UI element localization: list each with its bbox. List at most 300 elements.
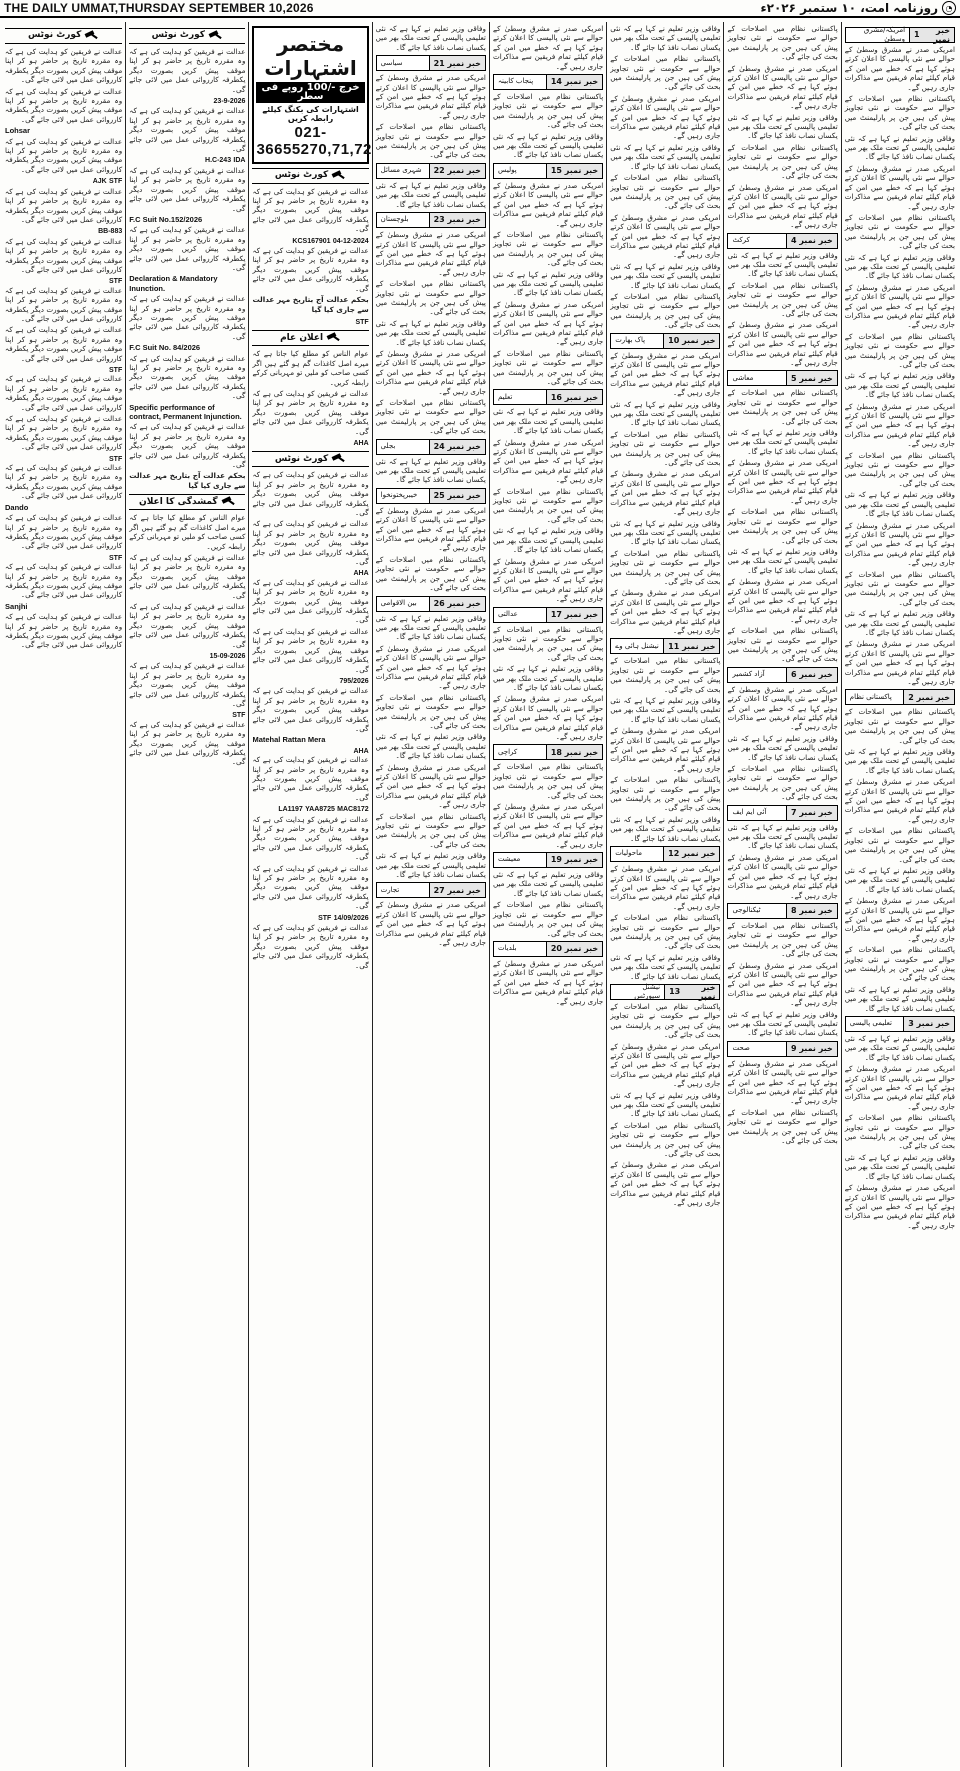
- article-text: پاکستانی نظام میں اصلاحات کے حوالے سے حکومت نے نئی تجاویز پیش کی ہیں جن پر پارلیمنٹ میں بحث کی جائے گی۔: [727, 280, 838, 318]
- article-text: وفاقی وزیر تعلیم نے کہا ہے کہ نئی تعلیمی پالیسی کے تحت ملک بھر میں یکساں نصاب نافذ کیا جائے گا۔: [727, 822, 838, 851]
- article-text: پاکستانی نظام میں اصلاحات کے حوالے سے حکومت نے نئی تجاویز پیش کی ہیں جن پر پارلیمنٹ میں بحث کی جائے گی۔: [610, 1001, 721, 1040]
- article-text: امریکی صدر نے مشرق وسطیٰ کے حوالے سے نئی پالیسی کا اعلان کرتے ہوئے کہا ہے کہ خطے میں امن کے قیام کیلئے تمام فریقین سے مذاکرات جاری رہیں گے۔: [492, 802, 604, 849]
- section-number: خبر نمبر 1: [909, 28, 954, 42]
- section-header: [376, 882, 486, 898]
- section-category: سیاسی: [380, 58, 403, 67]
- notice-text: عدالت نے فریقین کو ہدایت کی ہے کہ وہ مقررہ تاریخ پر حاضر ہو کر اپنا موقف پیش کریں بصورت دیگر یکطرفہ کارروائی عمل میں لائی جائے گی۔: [252, 863, 369, 911]
- article-text: پاکستانی نظام میں اصلاحات کے حوالے سے حکومت نے نئی تجاویز پیش کی ہیں جن پر پارلیمنٹ میں بحث کی جائے گی۔: [492, 348, 604, 386]
- article-text: امریکی صدر نے مشرق وسطیٰ کے حوالے سے نئی پالیسی کا اعلان کرتے ہوئے کہا ہے کہ خطے میں امن کے قیام کیلئے تمام فریقین سے مذاکرات جاری رہیں گے۔: [610, 588, 721, 635]
- section-header: [610, 333, 720, 349]
- suit-type: Declaration & Mandatory Inunction.: [129, 274, 218, 293]
- section-category: کراچی: [497, 747, 518, 756]
- article-text: وفاقی وزیر تعلیم نے کہا ہے کہ نئی تعلیمی پالیسی کے تحت ملک بھر میں یکساں نصاب نافذ کیا جائے گا۔: [375, 732, 486, 761]
- gavel-icon: [222, 497, 236, 507]
- section-header: [610, 984, 720, 1000]
- notice-banner-label: اعلان عام: [280, 332, 324, 343]
- article-text: وفاقی وزیر تعلیم نے کہا ہے کہ نئی تعلیمی پالیسی کے تحت ملک بھر میں یکساں نصاب نافذ کیا جائے گا۔: [727, 733, 838, 762]
- section-header: [493, 607, 603, 623]
- section-category: صحت: [732, 1044, 750, 1053]
- section-category: تجارت: [380, 885, 400, 894]
- notice-seal: بحکم عدالت آج بتاریخ مہر عدالت سے جاری کیا گیا: [252, 295, 369, 314]
- notice-seal: بحکم عدالت آج بتاریخ مہر عدالت سے جاری کیا گیا: [129, 471, 246, 490]
- section-category: ٹیکنالوجی: [732, 906, 761, 915]
- notice-text: عدالت نے فریقین کو ہدایت کی ہے کہ وہ مقررہ تاریخ پر حاضر ہو کر اپنا موقف پیش کریں بصورت دیگر یکطرفہ کارروائی عمل میں لائی جائے گی۔: [5, 325, 123, 363]
- notice-text: عدالت نے فریقین کو ہدایت کی ہے کہ وہ مقررہ تاریخ پر حاضر ہو کر اپنا موقف پیش کریں بصورت دیگر یکطرفہ کارروائی عمل میں لائی جائے گی۔: [129, 422, 246, 470]
- article-text: وفاقی وزیر تعلیم نے کہا ہے کہ نئی تعلیمی پالیسی کے تحت ملک بھر میں یکساں نصاب نافذ کیا جائے گا۔: [492, 870, 604, 898]
- section-number: خبر نمبر 22: [429, 164, 485, 178]
- notice-banner-label: کورٹ نوٹس: [274, 453, 329, 464]
- section-header: [727, 233, 837, 249]
- article-text: وفاقی وزیر تعلیم نے کہا ہے کہ نئی تعلیمی پالیسی کے تحت ملک بھر میں یکساں نصاب نافذ کیا جائے گا۔: [492, 269, 604, 298]
- article-text: پاکستانی نظام میں اصلاحات کے حوالے سے حکومت نے نئی تجاویز پیش کی ہیں جن پر پارلیمنٹ میں بحث کی جائے گی۔: [492, 92, 604, 130]
- article-text: وفاقی وزیر تعلیم نے کہا ہے کہ نئی تعلیمی پالیسی کے تحت ملک بھر میں یکساں نصاب نافذ کیا جائے گا۔: [844, 1034, 955, 1062]
- section-category: تعلیمی پالیسی: [849, 1019, 893, 1028]
- masthead-urdu: روزنامہ امت، ۱۰ ستمبر ۲۰۲۶ء: [760, 1, 938, 15]
- ad-rate: خرچ -/100 روپے فی سطر: [256, 82, 364, 103]
- stf-mark: STF: [109, 367, 123, 374]
- notice-text: عدالت نے فریقین کو ہدایت کی ہے کہ وہ مقررہ تاریخ پر حاضر ہو کر اپنا موقف پیش کریں بصورت دیگر یکطرفہ کارروائی عمل میں لائی جائے گی۔: [129, 661, 246, 708]
- section-number: خبر نمبر 15: [546, 164, 602, 178]
- article-text: امریکی صدر نے مشرق وسطیٰ کے حوالے سے نئی پالیسی کا اعلان کرتے ہوئے کہا ہے کہ خطے میں امن کے قیام کیلئے تمام فریقین سے مذاکرات جاری رہیں گے۔: [727, 960, 838, 1008]
- column-5: [372, 22, 489, 1767]
- section-number: خبر نمبر 7: [786, 806, 837, 820]
- article-text: پاکستانی نظام میں اصلاحات کے حوالے سے حکومت نے نئی تجاویز پیش کی ہیں جن پر پارلیمنٹ میں بحث کی جائے گی۔: [375, 122, 486, 160]
- article-text: پاکستانی نظام میں اصلاحات کے حوالے سے حکومت نے نئی تجاویز پیش کی ہیں جن پر پارلیمنٹ میں بحث کی جائے گی۔: [375, 398, 486, 436]
- section-header: [727, 667, 837, 683]
- notice-text: عدالت نے فریقین کو ہدایت کی ہے کہ وہ مقررہ تاریخ پر حاضر ہو کر اپنا موقف پیش کریں بصورت دیگر یکطرفہ کارروائی عمل میں لائی جائے گی۔: [252, 755, 369, 802]
- section-number: خبر نمبر 9: [786, 1042, 837, 1056]
- ad-contact: اشتہارات کی بکنگ کیلئے رابطہ کریں: [262, 104, 359, 124]
- article-text: وفاقی وزیر تعلیم نے کہا ہے کہ نئی تعلیمی پالیسی کے تحت ملک بھر میں یکساں نصاب نافذ کیا جائے گا۔: [844, 747, 955, 775]
- column-7-notices: [125, 22, 248, 1767]
- section-number: خبر نمبر 21: [429, 56, 485, 70]
- article-text: امریکی صدر نے مشرق وسطیٰ کے حوالے سے نئی پالیسی کا اعلان کرتے ہوئے کہا ہے کہ خطے میں امن کے قیام کیلئے تمام فریقین سے مذاکرات جاری رہیں گے۔: [492, 299, 604, 347]
- aha-mark: AHA: [353, 439, 369, 447]
- section-category: پولیس: [497, 166, 517, 175]
- stf-mark: STF: [109, 455, 123, 463]
- article-text: امریکی صدر نے مشرق وسطیٰ کے حوالے سے نئی پالیسی کا اعلان کرتے ہوئے کہا ہے کہ خطے میں امن کے قیام کیلئے تمام فریقین سے مذاکرات جاری رہیں گے۔: [375, 762, 486, 810]
- stf-mark: STF: [318, 914, 332, 922]
- section-header: [376, 212, 486, 228]
- notice-date: 795/2026: [339, 677, 369, 685]
- article-text: امریکی صدر نے مشرق وسطیٰ کے حوالے سے نئی پالیسی کا اعلان کرتے ہوئے کہا ہے کہ خطے میں امن کے قیام کیلئے تمام فریقین سے مذاکرات جاری رہیں گے۔: [375, 348, 486, 396]
- notice-text: عدالت نے فریقین کو ہدایت کی ہے کہ وہ مقررہ تاریخ پر حاضر ہو کر اپنا موقف پیش کریں بصورت دیگر یکطرفہ کارروائی عمل میں لائی جائے گی۔: [5, 186, 123, 224]
- notice-place: Matehal Rattan Mera: [252, 735, 326, 745]
- stf-mark: STF: [109, 278, 123, 286]
- article-text: وفاقی وزیر تعلیم نے کہا ہے کہ نئی تعلیمی پالیسی کے تحت ملک بھر میں یکساں نصاب نافذ کیا جائے گا۔: [610, 952, 721, 981]
- section-category: آئی ایم ایف: [732, 807, 767, 816]
- article-text: وفاقی وزیر تعلیم نے کہا ہے کہ نئی تعلیمی پالیسی کے تحت ملک بھر میں یکساں نصاب نافذ کیا جائے گا۔: [844, 609, 955, 637]
- article-text: وفاقی وزیر تعلیم نے کہا ہے کہ نئی تعلیمی پالیسی کے تحت ملک بھر میں یکساں نصاب نافذ کیا جائے گا۔: [844, 252, 955, 281]
- article-text: وفاقی وزیر تعلیم نے کہا ہے کہ نئی تعلیمی پالیسی کے تحت ملک بھر میں یکساں نصاب نافذ کیا جائے گا۔: [610, 814, 721, 843]
- article-text: پاکستانی نظام میں اصلاحات کے حوالے سے حکومت نے نئی تجاویز پیش کی ہیں جن پر پارلیمنٹ میں بحث کی جائے گی۔: [375, 692, 486, 730]
- section-header: [727, 903, 837, 919]
- notice-text: عوام الناس کو مطلع کیا جاتا ہے کہ میرے اصل کاغذات گم ہو گئے ہیں اگر کسی صاحب کو ملیں تو مہربانی کرکے رابطہ کریں۔: [252, 349, 369, 387]
- article-text: وفاقی وزیر تعلیم نے کہا ہے کہ نئی تعلیمی پالیسی کے تحت ملک بھر میں یکساں نصاب نافذ کیا جائے گا۔: [727, 1009, 838, 1038]
- article-text: پاکستانی نظام میں اصلاحات کے حوالے سے حکومت نے نئی تجاویز پیش کی ہیں جن پر پارلیمنٹ میں بحث کی جائے گی۔: [610, 429, 721, 468]
- article-text: امریکی صدر نے مشرق وسطیٰ کے حوالے سے نئی پالیسی کا اعلان کرتے ہوئے کہا ہے کہ خطے میں امن کے قیام کیلئے تمام فریقین سے مذاکرات جاری رہیں گے۔: [727, 684, 838, 732]
- article-text: امریکی صدر نے مشرق وسطیٰ کے حوالے سے نئی پالیسی کا اعلان کرتے ہوئے کہا ہے کہ خطے میں امن کے قیام کیلئے تمام فریقین سے مذاکرات جاری رہیں گے۔: [844, 163, 955, 211]
- article-text: وفاقی وزیر تعلیم نے کہا ہے کہ نئی تعلیمی پالیسی کے تحت ملک بھر میں یکساں نصاب نافذ کیا جائے گا۔: [844, 1152, 955, 1181]
- article-text: امریکی صدر نے مشرق وسطیٰ کے حوالے سے نئی پالیسی کا اعلان کرتے ہوئے کہا ہے کہ خطے میں امن کے قیام کیلئے تمام فریقین سے مذاکرات جاری رہیں گے۔: [492, 958, 604, 1006]
- section-category: پاک بھارت: [615, 335, 646, 344]
- article-text: پاکستانی نظام میں اصلاحات کے حوالے سے حکومت نے نئی تجاویز پیش کی ہیں جن پر پارلیمنٹ میں بحث کی جائے گی۔: [492, 624, 604, 662]
- section-category: تعلیم: [497, 392, 513, 401]
- notice-text: عدالت نے فریقین کو ہدایت کی ہے کہ وہ مقررہ تاریخ پر حاضر ہو کر اپنا موقف پیش کریں بصورت دیگر یکطرفہ کارروائی عمل میں لائی جائے گی۔: [129, 552, 246, 600]
- section-category: بلوچستان: [380, 215, 409, 224]
- article-text: وفاقی وزیر تعلیم نے کہا ہے کہ نئی تعلیمی پالیسی کے تحت ملک بھر میں یکساں نصاب نافذ کیا جائے گا۔: [610, 142, 721, 171]
- notice-date: 23-9-2026: [213, 98, 246, 106]
- section-category: آزاد کشمیر: [732, 670, 765, 679]
- notice-text: عدالت نے فریقین کو ہدایت کی ہے کہ وہ مقررہ تاریخ پر حاضر ہو کر اپنا موقف پیش کریں بصورت دیگر یکطرفہ کارروائی عمل میں لائی جائے گی۔: [252, 686, 369, 733]
- section-number: خبر نمبر 6: [786, 668, 837, 682]
- article-text: امریکی صدر نے مشرق وسطیٰ کے حوالے سے نئی پالیسی کا اعلان کرتے ہوئے کہا ہے کہ خطے میں امن کے قیام کیلئے تمام فریقین سے مذاکرات جاری رہیں گے۔: [610, 469, 721, 517]
- notice-text: عدالت نے فریقین کو ہدایت کی ہے کہ وہ مقررہ تاریخ پر حاضر ہو کر اپنا موقف پیش کریں بصورت دیگر یکطرفہ کارروائی عمل میں لائی جائے گی۔: [5, 136, 123, 174]
- article-text: پاکستانی نظام میں اصلاحات کے حوالے سے حکومت نے نئی تجاویز پیش کی ہیں جن پر پارلیمنٹ میں بحث کی جائے گی۔: [727, 1107, 838, 1146]
- column-6-classifieds: [248, 22, 371, 1767]
- article-text: پاکستانی نظام میں اصلاحات کے حوالے سے حکومت نے نئی تجاویز پیش کی ہیں جن پر پارلیمنٹ میں بحث کی جائے گی۔: [844, 94, 955, 132]
- section-number: خبر نمبر 13: [664, 985, 719, 999]
- article-text: وفاقی وزیر تعلیم نے کہا ہے کہ نئی تعلیمی پالیسی کے تحت ملک بھر میں یکساں نصاب نافذ کیا جائے گا۔: [844, 371, 955, 400]
- section-header: [493, 744, 603, 760]
- article-text: امریکی صدر نے مشرق وسطیٰ کے حوالے سے نئی پالیسی کا اعلان کرتے ہوئے کہا ہے کہ خطے میں امن کے قیام کیلئے تمام فریقین سے مذاکرات جاری رہیں گے۔: [727, 577, 838, 624]
- section-number: خبر نمبر 4: [786, 234, 837, 248]
- article-text: پاکستانی نظام میں اصلاحات کے حوالے سے حکومت نے نئی تجاویز پیش کی ہیں جن پر پارلیمنٹ میں بحث کی جائے گی۔: [844, 450, 955, 488]
- notice-code: LA1197: [278, 806, 303, 814]
- article-text: وفاقی وزیر تعلیم نے کہا ہے کہ نئی تعلیمی پالیسی کے تحت ملک بھر میں یکساں نصاب نافذ کیا جائے گا۔: [844, 865, 955, 894]
- notice-text: عدالت نے فریقین کو ہدایت کی ہے کہ وہ مقررہ تاریخ پر حاضر ہو کر اپنا موقف پیش کریں بصورت دیگر یکطرفہ کارروائی عمل میں لائی جائے گی۔: [252, 814, 369, 862]
- notice-text: عدالت نے فریقین کو ہدایت کی ہے کہ وہ مقررہ تاریخ پر حاضر ہو کر اپنا موقف پیش کریں بصورت دیگر یکطرفہ کارروائی عمل میں لائی جائے گی۔: [5, 612, 123, 650]
- stf-mark: STF: [355, 318, 369, 326]
- notice-text: عدالت نے فریقین کو ہدایت کی ہے کہ وہ مقررہ تاریخ پر حاضر ہو کر اپنا موقف پیش کریں بصورت دیگر یکطرفہ کارروائی عمل میں لائی جائے گی۔: [129, 601, 246, 649]
- article-text: پاکستانی نظام میں اصلاحات کے حوالے سے حکومت نے نئی تجاویز پیش کی ہیں جن پر پارلیمنٹ میں بحث کی جائے گی۔: [727, 142, 838, 181]
- notice-text: عدالت نے فریقین کو ہدایت کی ہے کہ وہ مقررہ تاریخ پر حاضر ہو کر اپنا موقف پیش کریں بصورت دیگر یکطرفہ کارروائی عمل میں لائی جائے گی۔: [252, 577, 369, 625]
- section-header: [376, 596, 486, 612]
- notice-text: عدالت نے فریقین کو ہدایت کی ہے کہ وہ مقررہ تاریخ پر حاضر ہو کر اپنا موقف پیش کریں بصورت دیگر یکطرفہ کارروائی عمل میں لائی جائے گی۔: [129, 225, 246, 272]
- place-name: Dando: [5, 502, 29, 512]
- article-text: وفاقی وزیر تعلیم نے کہا ہے کہ نئی تعلیمی پالیسی کے تحت ملک بھر میں یکساں نصاب نافذ کیا جائے گا۔: [492, 131, 604, 160]
- notice-text: عدالت نے فریقین کو ہدایت کی ہے کہ وہ مقررہ تاریخ پر حاضر ہو کر اپنا موقف پیش کریں بصورت دیگر یکطرفہ کارروائی عمل میں لائی جائے گی۔: [5, 374, 123, 412]
- article-text: پاکستانی نظام میں اصلاحات کے حوالے سے حکومت نے نئی تجاویز پیش کی ہیں جن پر پارلیمنٹ میں بحث کی جائے گی۔: [727, 24, 838, 62]
- article-text: پاکستانی نظام میں اصلاحات کے حوالے سے حکومت نے نئی تجاویز پیش کی ہیں جن پر پارلیمنٹ میں بحث کی جائے گی۔: [492, 229, 604, 268]
- section-category: خیبرپختونخوا: [380, 491, 418, 500]
- aha-mark: AHA: [353, 570, 369, 578]
- section-category: پنجاب کابینہ: [497, 77, 534, 86]
- section-number: خبر نمبر 25: [429, 489, 485, 503]
- article-text: امریکی صدر نے مشرق وسطیٰ کے حوالے سے نئی پالیسی کا اعلان کرتے ہوئے کہا ہے کہ خطے میں امن کے قیام کیلئے تمام فریقین سے مذاکرات جاری رہیں گے۔: [610, 1160, 721, 1208]
- notice-code: H.C-243: [205, 157, 232, 165]
- article-text: پاکستانی نظام میں اصلاحات کے حوالے سے حکومت نے نئی تجاویز پیش کی ہیں جن پر پارلیمنٹ میں بحث کی جائے گی۔: [727, 388, 838, 426]
- notice-text: عدالت نے فریقین کو ہدایت کی ہے کہ وہ مقررہ تاریخ پر حاضر ہو کر اپنا موقف پیش کریں بصورت دیگر یکطرفہ کارروائی عمل میں لائی جائے گی۔: [252, 923, 369, 970]
- article-text: امریکی صدر نے مشرق وسطیٰ کے حوالے سے نئی پالیسی کا اعلان کرتے ہوئے کہا ہے کہ خطے میں امن کے قیام کیلئے تمام فریقین سے مذاکرات جاری رہیں گے۔: [844, 639, 955, 686]
- article-text: وفاقی وزیر تعلیم نے کہا ہے کہ نئی تعلیمی پالیسی کے تحت ملک بھر میں یکساں نصاب نافذ کیا جائے گا۔: [375, 456, 486, 485]
- gavel-icon: [332, 454, 346, 464]
- section-category: بجلی: [380, 441, 396, 450]
- article-text: پاکستانی نظام میں اصلاحات کے حوالے سے حکومت نے نئی تجاویز پیش کی ہیں جن پر پارلیمنٹ میں بحث کی جائے گی۔: [375, 554, 486, 593]
- article-text: پاکستانی نظام میں اصلاحات کے حوالے سے حکومت نے نئی تجاویز پیش کی ہیں جن پر پارلیمنٹ میں بحث کی جائے گی۔: [610, 775, 721, 813]
- section-category: کرکٹ: [732, 235, 750, 244]
- notice-text: عدالت نے فریقین کو ہدایت کی ہے کہ وہ مقررہ تاریخ پر حاضر ہو کر اپنا موقف پیش کریں بصورت دیگر یکطرفہ کارروائی عمل میں لائی جائے گی۔: [129, 294, 246, 341]
- notice-text: عوام الناس کو مطلع کیا جاتا ہے کہ میرے اصل کاغذات گم ہو گئے ہیں اگر کسی صاحب کو ملیں تو مہربانی کرکے رابطہ کریں۔: [129, 513, 246, 551]
- section-number: خبر نمبر 19: [546, 853, 602, 867]
- notice-code: KCS167901: [292, 237, 331, 245]
- section-category: بین الاقوامی: [380, 598, 417, 607]
- notice-banner: [129, 494, 245, 510]
- section-number: خبر نمبر 3: [903, 1017, 954, 1031]
- classified-ad-box: [252, 26, 372, 164]
- article-text: وفاقی وزیر تعلیم نے کہا ہے کہ نئی تعلیمی پالیسی کے تحت ملک بھر میں یکساں نصاب نافذ کیا جائے گا۔: [844, 984, 955, 1013]
- section-number: خبر نمبر 12: [663, 847, 719, 861]
- article-text: وفاقی وزیر تعلیم نے کہا ہے کہ نئی تعلیمی پالیسی کے تحت ملک بھر میں یکساں نصاب نافذ کیا جائے گا۔: [610, 518, 721, 547]
- section-number: خبر نمبر 23: [429, 213, 485, 227]
- article-text: وفاقی وزیر تعلیم نے کہا ہے کہ نئی تعلیمی پالیسی کے تحت ملک بھر میں یکساں نصاب نافذ کیا جائے گا۔: [610, 24, 721, 52]
- suit-number: F.C Suit No.152/2026: [129, 214, 203, 224]
- article-text: وفاقی وزیر تعلیم نے کہا ہے کہ نئی تعلیمی پالیسی کے تحت ملک بھر میں یکساں نصاب نافذ کیا جائے گا۔: [610, 261, 721, 290]
- article-text: پاکستانی نظام میں اصلاحات کے حوالے سے حکومت نے نئی تجاویز پیش کی ہیں جن پر پارلیمنٹ میں بحث کی جائے گی۔: [610, 1120, 721, 1159]
- article-text: امریکی صدر نے مشرق وسطیٰ کے حوالے سے نئی پالیسی کا اعلان کرتے ہوئے کہا ہے کہ خطے میں امن کے قیام کیلئے تمام فریقین سے مذاکرات جاری رہیں گے۔: [844, 896, 955, 943]
- notice-banner: [252, 330, 368, 346]
- article-text: امریکی صدر نے مشرق وسطیٰ کے حوالے سے نئی پالیسی کا اعلان کرتے ہوئے کہا ہے کہ خطے میں امن کے قیام کیلئے تمام فریقین سے مذاکرات جاری رہیں گے۔: [375, 73, 486, 120]
- stf-mark: STF: [232, 712, 246, 720]
- article-text: پاکستانی نظام میں اصلاحات کے حوالے سے حکومت نے نئی تجاویز پیش کی ہیں جن پر پارلیمنٹ میں بحث کی جائے گی۔: [727, 764, 838, 802]
- notice-banner: [129, 28, 245, 44]
- section-header: [727, 1041, 837, 1057]
- article-text: وفاقی وزیر تعلیم نے کہا ہے کہ نئی تعلیمی پالیسی کے تحت ملک بھر میں یکساں نصاب نافذ کیا جائے گا۔: [727, 112, 838, 141]
- notice-text: عدالت نے فریقین کو ہدایت کی ہے کہ وہ مقررہ تاریخ پر حاضر ہو کر اپنا موقف پیش کریں بصورت دیگر یکطرفہ کارروائی عمل میں لائی جائے گی۔: [5, 86, 123, 124]
- notice-text: عدالت نے فریقین کو ہدایت کی ہے کہ وہ مقررہ تاریخ پر حاضر ہو کر اپنا موقف پیش کریں بصورت دیگر یکطرفہ کارروائی عمل میں لائی جائے گی۔: [129, 719, 246, 767]
- notice-date: 14/09/2026: [333, 914, 369, 922]
- article-text: پاکستانی نظام میں اصلاحات کے حوالے سے حکومت نے نئی تجاویز پیش کی ہیں جن پر پارلیمنٹ میں بحث کی جائے گی۔: [610, 656, 721, 694]
- article-text: امریکی صدر نے مشرق وسطیٰ کے حوالے سے نئی پالیسی کا اعلان کرتے ہوئے کہا ہے کہ خطے میں امن کے قیام کیلئے تمام فریقین سے مذاکرات جاری رہیں گے۔: [610, 864, 721, 911]
- section-header: [493, 941, 603, 957]
- article-text: پاکستانی نظام میں اصلاحات کے حوالے سے حکومت نے نئی تجاویز پیش کی ہیں جن پر پارلیمنٹ میں بحث کی جائے گی۔: [844, 1113, 955, 1151]
- section-header: [376, 488, 486, 504]
- article-text: پاکستانی نظام میں اصلاحات کے حوالے سے حکومت نے نئی تجاویز پیش کی ہیں جن پر پارلیمنٹ میں بحث کی جائے گی۔: [610, 913, 721, 951]
- notice-code: BB-883: [98, 228, 123, 236]
- notice-banner-label: کورٹ نوٹس: [151, 30, 206, 41]
- article-text: پاکستانی نظام میں اصلاحات کے حوالے سے حکومت نے نئی تجاویز پیش کی ہیں جن پر پارلیمنٹ میں بحث کی جائے گی۔: [727, 626, 838, 664]
- column-2: [723, 22, 840, 1767]
- article-text: امریکی صدر نے مشرق وسطیٰ کے حوالے سے نئی پالیسی کا اعلان کرتے ہوئے کہا ہے کہ خطے میں امن کے قیام کیلئے تمام فریقین سے مذاکرات جاری رہیں گے۔: [727, 182, 838, 230]
- column-1: [841, 22, 958, 1767]
- article-text: امریکی صدر نے مشرق وسطیٰ کے حوالے سے نئی پالیسی کا اعلان کرتے ہوئے کہا ہے کہ خطے میں امن کے قیام کیلئے تمام فریقین سے مذاکرات جاری رہیں گے۔: [492, 556, 604, 604]
- section-category: نیشنل سپورٹس: [634, 982, 661, 1000]
- article-text: امریکی صدر نے مشرق وسطیٰ کے حوالے سے نئی پالیسی کا اعلان کرتے ہوئے کہا ہے کہ خطے میں امن کے قیام کیلئے تمام فریقین سے مذاکرات جاری رہیں گے۔: [375, 643, 486, 691]
- notice-banner: [5, 28, 122, 44]
- notice-text: عدالت نے فریقین کو ہدایت کی ہے کہ وہ مقررہ تاریخ پر حاضر ہو کر اپنا موقف پیش کریں بصورت دیگر یکطرفہ کارروائی عمل میں لائی جائے گی۔: [5, 414, 123, 452]
- article-text: پاکستانی نظام میں اصلاحات کے حوالے سے حکومت نے نئی تجاویز پیش کی ہیں جن پر پارلیمنٹ میں بحث کی جائے گی۔: [844, 945, 955, 983]
- article-text: امریکی صدر نے مشرق وسطیٰ کے حوالے سے نئی پالیسی کا اعلان کرتے ہوئے کہا ہے کہ خطے میں امن کے قیام کیلئے تمام فریقین سے مذاکرات جاری رہیں گے۔: [492, 180, 604, 228]
- section-number: خبر نمبر 2: [903, 690, 954, 704]
- suit-type: Specific performance of contract, Permanent Injunction.: [129, 402, 242, 422]
- masthead-english: THE DAILY UMMAT,THURSDAY SEPTEMBER 10,2026: [4, 1, 314, 15]
- column-4: [489, 22, 606, 1767]
- notice-banner-label: کورٹ نوٹس: [274, 169, 329, 180]
- section-category: پاکستانی نظام: [849, 692, 892, 701]
- article-text: پاکستانی نظام میں اصلاحات کے حوالے سے حکومت نے نئی تجاویز پیش کی ہیں جن پر پارلیمنٹ میں بحث کی جائے گی۔: [844, 331, 955, 369]
- article-text: امریکی صدر نے مشرق وسطیٰ کے حوالے سے نئی پالیسی کا اعلان کرتے ہوئے کہا ہے کہ خطے میں امن کے قیام کیلئے تمام فریقین سے مذاکرات جاری رہیں گے۔: [610, 212, 721, 260]
- section-number: خبر نمبر 10: [663, 334, 719, 348]
- notice-text: عدالت نے فریقین کو ہدایت کی ہے کہ وہ مقررہ تاریخ پر حاضر ہو کر اپنا موقف پیش کریں بصورت دیگر یکطرفہ کارروائی عمل میں لائی جائے گی۔: [252, 186, 369, 234]
- section-header: [610, 638, 720, 654]
- section-header: [376, 439, 486, 455]
- notice-text: عدالت نے فریقین کو ہدایت کی ہے کہ وہ مقررہ تاریخ پر حاضر ہو کر اپنا موقف پیش کریں بصورت دیگر یکطرفہ کارروائی عمل میں لائی جائے گی۔: [5, 513, 123, 551]
- article-text: امریکی صدر نے مشرق وسطیٰ کے حوالے سے نئی پالیسی کا اعلان کرتے ہوئے کہا ہے کہ خطے میں امن کے قیام کیلئے تمام فریقین سے مذاکرات جاری رہیں گے۔: [492, 694, 604, 741]
- column-8-court-notices: [2, 22, 125, 1767]
- section-number: خبر نمبر 8: [786, 904, 837, 918]
- section-category: معیشت: [497, 855, 521, 864]
- article-text: پاکستانی نظام میں اصلاحات کے حوالے سے حکومت نے نئی تجاویز پیش کی ہیں جن پر پارلیمنٹ میں بحث کی جائے گی۔: [492, 762, 604, 800]
- notice-text: عدالت نے فریقین کو ہدایت کی ہے کہ وہ مقررہ تاریخ پر حاضر ہو کر اپنا موقف پیش کریں بصورت دیگر یکطرفہ کارروائی عمل میں لائی جائے گی۔: [5, 562, 123, 600]
- article-text: امریکی صدر نے مشرق وسطیٰ کے حوالے سے نئی پالیسی کا اعلان کرتے ہوئے کہا ہے کہ خطے میں امن کے قیام کیلئے تمام فریقین سے مذاکرات جاری رہیں گے۔: [375, 900, 486, 948]
- place-name: Sanjhi: [5, 601, 28, 611]
- notice-text: عدالت نے فریقین کو ہدایت کی ہے کہ وہ مقررہ تاریخ پر حاضر ہو کر اپنا موقف پیش کریں بصورت دیگر یکطرفہ کارروائی عمل میں لائی جائے گی۔: [5, 285, 123, 323]
- article-text: امریکی صدر نے مشرق وسطیٰ کے حوالے سے نئی پالیسی کا اعلان کرتے ہوئے کہا ہے کہ خطے میں امن کے قیام کیلئے تمام فریقین سے مذاکرات جاری رہیں گے۔: [727, 63, 838, 111]
- section-number: خبر نمبر 24: [429, 440, 485, 454]
- section-header: [845, 1016, 955, 1032]
- notice-text: عدالت نے فریقین کو ہدایت کی ہے کہ وہ مقررہ تاریخ پر حاضر ہو کر اپنا موقف پیش کریں بصورت دیگر یکطرفہ کارروائی عمل میں لائی جائے گی۔: [5, 463, 123, 501]
- ad-phone: 021-36655270,71,72: [256, 123, 372, 158]
- section-header: [493, 74, 603, 90]
- notice-text: عدالت نے فریقین کو ہدایت کی ہے کہ وہ مقررہ تاریخ پر حاضر ہو کر اپنا موقف پیش کریں بصورت دیگر یکطرفہ کارروائی عمل میں لائی جائے گی۔: [252, 388, 369, 436]
- article-text: امریکی صدر نے مشرق وسطیٰ کے حوالے سے نئی پالیسی کا اعلان کرتے ہوئے کہا ہے کہ خطے میں امن کے قیام کیلئے تمام فریقین سے مذاکرات جاری رہیں گے۔: [844, 1064, 955, 1111]
- section-header: [376, 163, 486, 179]
- notice-banner-label: گمشدگی کا اعلان: [139, 496, 218, 507]
- article-text: وفاقی وزیر تعلیم نے کہا ہے کہ نئی تعلیمی پالیسی کے تحت ملک بھر میں یکساں نصاب نافذ کیا جائے گا۔: [610, 399, 721, 428]
- article-text: پاکستانی نظام میں اصلاحات کے حوالے سے حکومت نے نئی تجاویز پیش کی ہیں جن پر پارلیمنٹ میں بحث کی جائے گی۔: [727, 920, 838, 959]
- section-header: [376, 55, 486, 71]
- masthead-urdu-group: [761, 1, 956, 15]
- notice-code: AJK: [92, 178, 107, 186]
- article-text: امریکی صدر نے مشرق وسطیٰ کے حوالے سے نئی پالیسی کا اعلان کرتے ہوئے کہا ہے کہ خطے میں امن کے قیام کیلئے تمام فریقین سے مذاکرات جاری رہیں گے۔: [610, 1041, 721, 1089]
- notice-text: عدالت نے فریقین کو ہدایت کی ہے کہ وہ مقررہ تاریخ پر حاضر ہو کر اپنا موقف پیش کریں بصورت دیگر یکطرفہ کارروائی عمل میں لائی جائے گی۔: [252, 470, 369, 517]
- gavel-icon: [209, 31, 223, 41]
- notice-text: عدالت نے فریقین کو ہدایت کی ہے کہ وہ مقررہ تاریخ پر حاضر ہو کر اپنا موقف پیش کریں بصورت دیگر یکطرفہ کارروائی عمل میں لائی جائے گی۔: [5, 47, 123, 85]
- notice-text: عدالت نے فریقین کو ہدایت کی ہے کہ وہ مقررہ تاریخ پر حاضر ہو کر اپنا موقف پیش کریں بصورت دیگر یکطرفہ کارروائی عمل میں لائی جائے گی۔: [129, 353, 246, 401]
- section-number: خبر نمبر 11: [663, 639, 719, 653]
- article-text: پاکستانی نظام میں اصلاحات کے حوالے سے حکومت نے نئی تجاویز پیش کی ہیں جن پر پارلیمنٹ میں بحث کی جائے گی۔: [492, 900, 604, 938]
- section-number: خبر نمبر 16: [546, 390, 602, 404]
- article-text: وفاقی وزیر تعلیم نے کہا ہے کہ نئی تعلیمی پالیسی کے تحت ملک بھر میں یکساں نصاب نافذ کیا جائے گا۔: [375, 24, 486, 52]
- section-number: خبر نمبر 20: [546, 942, 602, 956]
- notice-text: عدالت نے فریقین کو ہدایت کی ہے کہ وہ مقررہ تاریخ پر حاضر ہو کر اپنا موقف پیش کریں بصورت دیگر یکطرفہ کارروائی عمل میں لائی جائے گی۔: [252, 626, 369, 674]
- article-text: وفاقی وزیر تعلیم نے کہا ہے کہ نئی تعلیمی پالیسی کے تحت ملک بھر میں یکساں نصاب نافذ کیا جائے گا۔: [375, 851, 486, 880]
- article-text: امریکی صدر نے مشرق وسطیٰ کے حوالے سے نئی پالیسی کا اعلان کرتے ہوئے کہا ہے کہ خطے میں امن کے قیام کیلئے تمام فریقین سے مذاکرات جاری رہیں گے۔: [727, 458, 838, 505]
- article-text: پاکستانی نظام میں اصلاحات کے حوالے سے حکومت نے نئی تجاویز پیش کی ہیں جن پر پارلیمنٹ میں بحث کی جائے گی۔: [610, 291, 721, 330]
- section-number: خبر نمبر 18: [546, 745, 602, 759]
- article-text: امریکی صدر نے مشرق وسطیٰ کے حوالے سے نئی پالیسی کا اعلان کرتے ہوئے کہا ہے کہ خطے میں امن کے قیام کیلئے تمام فریقین سے مذاکرات جاری رہیں گے۔: [375, 505, 486, 553]
- gavel-icon: [332, 171, 346, 181]
- section-header: [493, 163, 603, 179]
- notice-text: عدالت نے فریقین کو ہدایت کی ہے کہ وہ مقررہ تاریخ پر حاضر ہو کر اپنا موقف پیش کریں بصورت دیگر یکطرفہ کارروائی عمل میں لائی جائے گی۔: [252, 519, 369, 567]
- section-number: خبر نمبر 14: [546, 75, 602, 89]
- section-category: ماحولیات: [615, 849, 642, 858]
- notice-text: عدالت نے فریقین کو ہدایت کی ہے کہ وہ مقررہ تاریخ پر حاضر ہو کر اپنا موقف پیش کریں بصورت دیگر یکطرفہ کارروائی عمل میں لائی جائے گی۔: [5, 236, 123, 274]
- section-category: نیشنل ہائی وے: [615, 641, 659, 650]
- article-text: وفاقی وزیر تعلیم نے کہا ہے کہ نئی تعلیمی پالیسی کے تحت ملک بھر میں یکساں نصاب نافذ کیا جائے گا۔: [610, 696, 721, 724]
- notice-date: 15-09-2026: [209, 652, 246, 660]
- section-number: خبر نمبر 5: [786, 371, 837, 385]
- newspaper-page: [0, 22, 960, 1767]
- section-category: بلدیات: [497, 944, 517, 953]
- article-text: وفاقی وزیر تعلیم نے کہا ہے کہ نئی تعلیمی پالیسی کے تحت ملک بھر میں یکساں نصاب نافذ کیا جائے گا۔: [844, 490, 955, 519]
- article-text: امریکی صدر نے مشرق وسطیٰ کے حوالے سے نئی پالیسی کا اعلان کرتے ہوئے کہا ہے کہ خطے میں امن کے قیام کیلئے تمام فریقین سے مذاکرات جاری رہیں گے۔: [844, 45, 955, 92]
- section-header: [845, 689, 955, 705]
- article-text: وفاقی وزیر تعلیم نے کہا ہے کہ نئی تعلیمی پالیسی کے تحت ملک بھر میں یکساں نصاب نافذ کیا جائے گا۔: [375, 613, 486, 642]
- notice-text: عدالت نے فریقین کو ہدایت کی ہے کہ وہ مقررہ تاریخ پر حاضر ہو کر اپنا موقف پیش کریں بصورت دیگر یکطرفہ کارروائی عمل میں لائی جائے گی۔: [252, 246, 369, 293]
- article-text: وفاقی وزیر تعلیم نے کہا ہے کہ نئی تعلیمی پالیسی کے تحت ملک بھر میں یکساں نصاب نافذ کیا جائے گا۔: [727, 546, 838, 575]
- column-3: [606, 22, 723, 1767]
- article-text: امریکی صدر نے مشرق وسطیٰ کے حوالے سے نئی پالیسی کا اعلان کرتے ہوئے کہا ہے کہ خطے میں امن کے قیام کیلئے تمام فریقین سے مذاکرات جاری رہیں گے۔: [727, 852, 838, 900]
- gavel-icon: [85, 31, 99, 41]
- article-text: وفاقی وزیر تعلیم نے کہا ہے کہ نئی تعلیمی پالیسی کے تحت ملک بھر میں یکساں نصاب نافذ کیا جائے گا۔: [375, 318, 486, 347]
- ummat-logo-icon: ◔: [942, 1, 956, 15]
- section-category: عدالتی: [497, 609, 518, 618]
- article-text: پاکستانی نظام میں اصلاحات کے حوالے سے حکومت نے نئی تجاویز پیش کی ہیں جن پر پارلیمنٹ میں بحث کی جائے گی۔: [375, 811, 486, 849]
- article-text: وفاقی وزیر تعلیم نے کہا ہے کہ نئی تعلیمی پالیسی کے تحت ملک بھر میں یکساں نصاب نافذ کیا جائے گا۔: [727, 428, 838, 456]
- aha-mark: AHA: [353, 747, 369, 755]
- article-text: وفاقی وزیر تعلیم نے کہا ہے کہ نئی تعلیمی پالیسی کے تحت ملک بھر میں یکساں نصاب نافذ کیا جائے گا۔: [610, 1090, 721, 1119]
- article-text: امریکی صدر نے مشرق وسطیٰ کے حوالے سے نئی پالیسی کا اعلان کرتے ہوئے کہا ہے کہ خطے میں امن کے قیام کیلئے تمام فریقین سے مذاکرات جاری رہیں گے۔: [844, 777, 955, 824]
- article-text: امریکی صدر نے مشرق وسطیٰ کے حوالے سے نئی پالیسی کا اعلان کرتے ہوئے کہا ہے کہ خطے میں امن کے قیام کیلئے تمام فریقین سے مذاکرات جاری رہیں گے۔: [844, 401, 955, 449]
- article-text: وفاقی وزیر تعلیم نے کہا ہے کہ نئی تعلیمی پالیسی کے تحت ملک بھر میں یکساں نصاب نافذ کیا جائے گا۔: [492, 664, 604, 692]
- section-category: شہری مسائل: [380, 166, 422, 175]
- article-text: پاکستانی نظام میں اصلاحات کے حوالے سے حکومت نے نئی تجاویز پیش کی ہیں جن پر پارلیمنٹ میں بحث کی جائے گی۔: [727, 507, 838, 545]
- article-text: امریکی صدر نے مشرق وسطیٰ کے حوالے سے نئی پالیسی کا اعلان کرتے ہوئے کہا ہے کہ خطے میں امن کے قیام کیلئے تمام فریقین سے مذاکرات جاری رہیں گے۔: [844, 1183, 955, 1230]
- notice-code: MAC8172: [337, 806, 369, 814]
- section-header: [493, 852, 603, 868]
- section-header: [845, 27, 955, 43]
- notice-date: 04-12-2024: [332, 237, 369, 245]
- section-category: معاشی: [732, 373, 754, 382]
- article-text: پاکستانی نظام میں اصلاحات کے حوالے سے حکومت نے نئی تجاویز پیش کی ہیں جن پر پارلیمنٹ میں بحث کی جائے گی۔: [610, 548, 721, 586]
- section-header: [493, 389, 603, 405]
- article-text: وفاقی وزیر تعلیم نے کہا ہے کہ نئی تعلیمی پالیسی کے تحت ملک بھر میں یکساں نصاب نافذ کیا جائے گا۔: [844, 133, 955, 162]
- section-number: خبر نمبر 26: [429, 597, 485, 611]
- masthead: [0, 0, 960, 18]
- article-text: پاکستانی نظام میں اصلاحات کے حوالے سے حکومت نے نئی تجاویز پیش کی ہیں جن پر پارلیمنٹ میں بحث کی جائے گی۔: [375, 279, 486, 317]
- article-text: امریکی صدر نے مشرق وسطیٰ کے حوالے سے نئی پالیسی کا اعلان کرتے ہوئے کہا ہے کہ خطے میں امن کے قیام کیلئے تمام فریقین سے مذاکرات جاری رہیں گے۔: [375, 230, 486, 277]
- suit-number: F.C Suit No. 84/2026: [129, 343, 201, 353]
- article-text: وفاقی وزیر تعلیم نے کہا ہے کہ نئی تعلیمی پالیسی کے تحت ملک بھر میں یکساں نصاب نافذ کیا جائے گا۔: [492, 526, 604, 555]
- article-text: پاکستانی نظام میں اصلاحات کے حوالے سے حکومت نے نئی تجاویز پیش کی ہیں جن پر پارلیمنٹ میں بحث کی جائے گی۔: [610, 54, 721, 92]
- notice-text: عدالت نے فریقین کو ہدایت کی ہے کہ وہ مقررہ تاریخ پر حاضر ہو کر اپنا موقف پیش کریں بصورت دیگر یکطرفہ کارروائی عمل میں لائی جائے گی۔: [129, 106, 246, 154]
- notice-banner-label: کورٹ نوٹس: [27, 30, 82, 41]
- notice-text: عدالت نے فریقین کو ہدایت کی ہے کہ وہ مقررہ تاریخ پر حاضر ہو کر اپنا موقف پیش کریں بصورت دیگر یکطرفہ کارروائی عمل میں لائی جائے گی۔: [129, 47, 246, 94]
- section-header: [727, 805, 837, 821]
- article-text: پاکستانی نظام میں اصلاحات کے حوالے سے حکومت نے نئی تجاویز پیش کی ہیں جن پر پارلیمنٹ میں بحث کی جائے گی۔: [844, 569, 955, 607]
- section-number: خبر نمبر 17: [546, 608, 602, 622]
- article-text: امریکی صدر نے مشرق وسطیٰ کے حوالے سے نئی پالیسی کا اعلان کرتے ہوئے کہا ہے کہ خطے میں امن کے قیام کیلئے تمام فریقین سے مذاکرات جاری رہیں گے۔: [727, 1058, 838, 1106]
- gavel-icon: [327, 333, 341, 343]
- ida-mark: IDA: [233, 157, 246, 165]
- article-text: امریکی صدر نے مشرق وسطیٰ کے حوالے سے نئی پالیسی کا اعلان کرتے ہوئے کہا ہے کہ خطے میں امن کے قیام کیلئے تمام فریقین سے مذاکرات جاری رہیں گے۔: [610, 93, 721, 141]
- article-text: امریکی صدر نے مشرق وسطیٰ کے حوالے سے نئی پالیسی کا اعلان کرتے ہوئے کہا ہے کہ خطے میں امن کے قیام کیلئے تمام فریقین سے مذاکرات جاری رہیں گے۔: [610, 350, 721, 398]
- section-number: خبر نمبر 27: [429, 883, 485, 897]
- article-text: پاکستانی نظام میں اصلاحات کے حوالے سے حکومت نے نئی تجاویز پیش کی ہیں جن پر پارلیمنٹ میں بحث کی جائے گی۔: [610, 173, 721, 211]
- notice-text: عدالت نے فریقین کو ہدایت کی ہے کہ وہ مقررہ تاریخ پر حاضر ہو کر اپنا موقف پیش کریں بصورت دیگر یکطرفہ کارروائی عمل میں لائی جائے گی۔: [129, 165, 246, 213]
- article-text: پاکستانی نظام میں اصلاحات کے حوالے سے حکومت نے نئی تجاویز پیش کی ہیں جن پر پارلیمنٹ میں بحث کی جائے گی۔: [492, 486, 604, 524]
- article-text: وفاقی وزیر تعلیم نے کہا ہے کہ نئی تعلیمی پالیسی کے تحت ملک بھر میں یکساں نصاب نافذ کیا جائے گا۔: [492, 407, 604, 436]
- section-category: امریکہ/مشرق وسطیٰ: [863, 25, 906, 43]
- notice-code: YAA8725: [305, 806, 335, 814]
- ad-title: مختصر اشتہارات: [264, 32, 357, 80]
- article-text: پاکستانی نظام میں اصلاحات کے حوالے سے حکومت نے نئی تجاویز پیش کی ہیں جن پر پارلیمنٹ میں بحث کی جائے گی۔: [844, 826, 955, 864]
- article-text: امریکی صدر نے مشرق وسطیٰ کے حوالے سے نئی پالیسی کا اعلان کرتے ہوئے کہا ہے کہ خطے میں امن کے قیام کیلئے تمام فریقین سے مذاکرات جاری رہیں گے۔: [492, 437, 604, 485]
- section-header: [610, 846, 720, 862]
- article-text: امریکی صدر نے مشرق وسطیٰ کے حوالے سے نئی پالیسی کا اعلان کرتے ہوئے کہا ہے کہ خطے میں امن کے قیام کیلئے تمام فریقین سے مذاکرات جاری رہیں گے۔: [844, 520, 955, 568]
- section-header: [727, 370, 837, 386]
